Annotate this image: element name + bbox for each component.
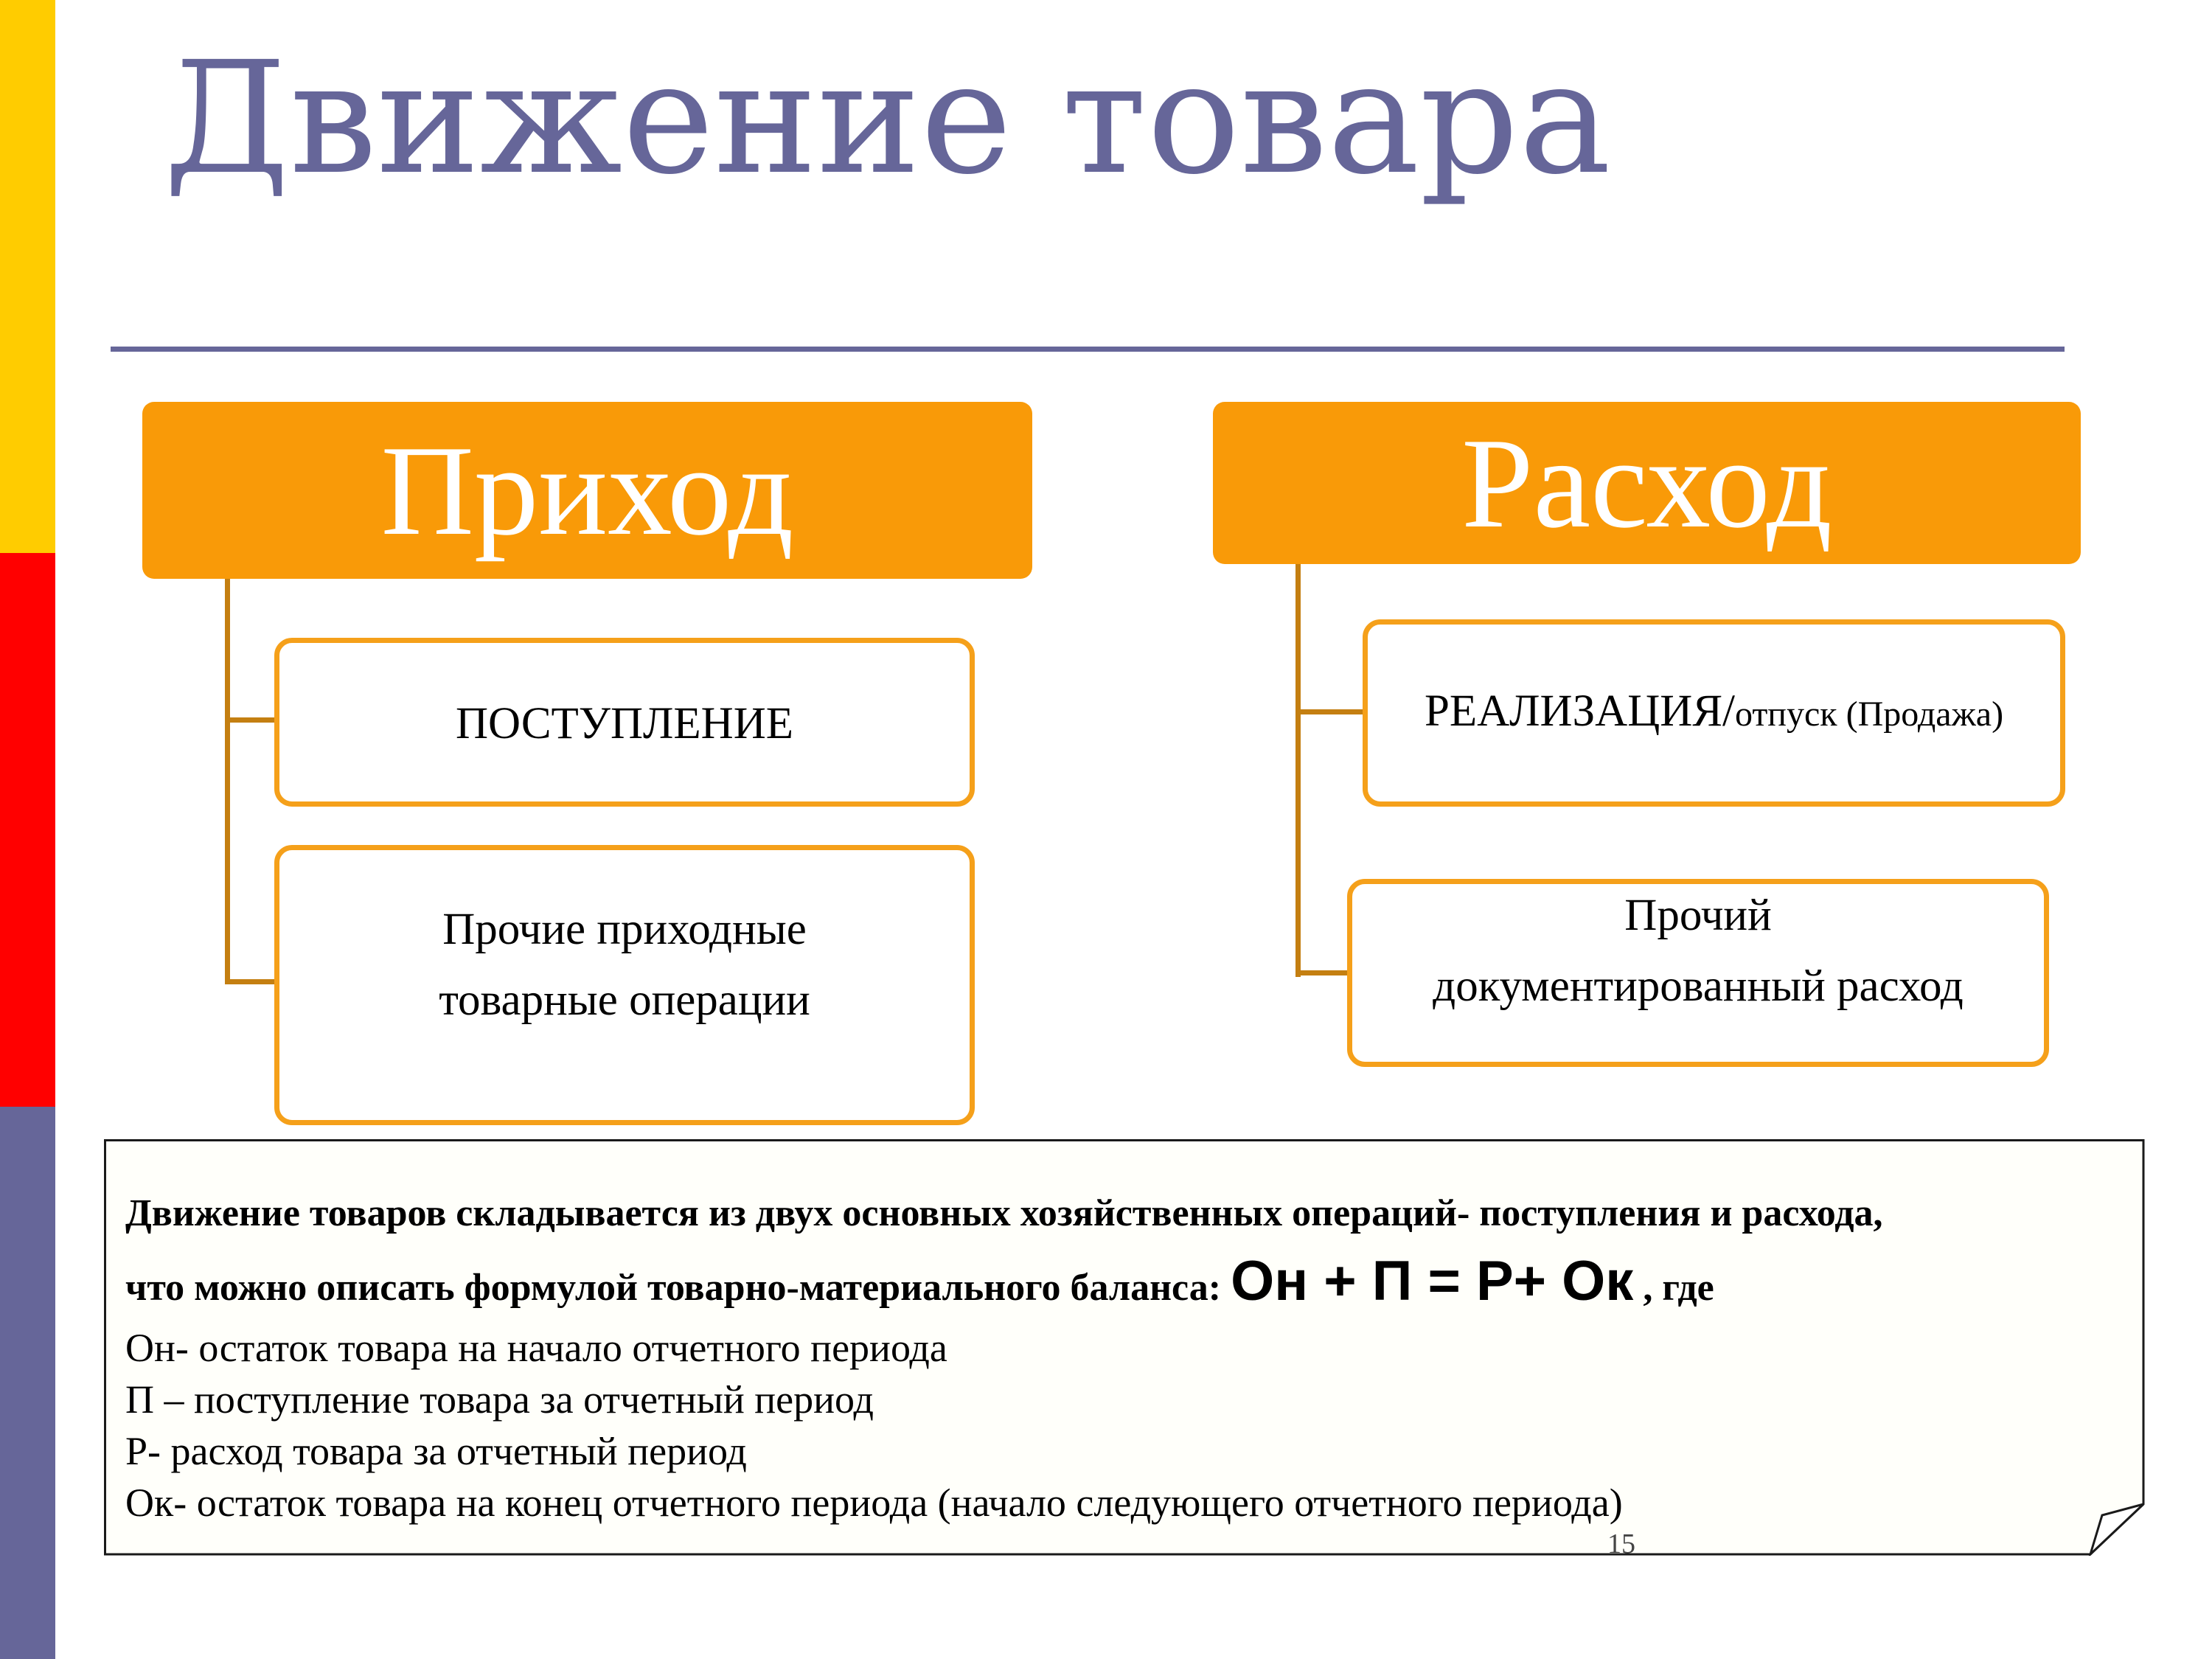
note-definition-receipt: П – поступление товара за отчетный период — [125, 1377, 874, 1422]
expense-connector-vertical — [1295, 564, 1301, 977]
page-number: 15 — [1607, 1528, 1635, 1559]
note-definition-closing: Ок- остаток товара на конец отчетного периода (начало следующего отчетного периода) — [125, 1481, 1623, 1525]
expense-header — [1213, 402, 2081, 564]
note-content — [125, 1180, 2131, 1528]
income-connector-vertical — [225, 579, 230, 984]
decor-bar-yellow — [0, 0, 55, 553]
income-item-receipt — [274, 638, 975, 807]
income-connector-branch-1 — [225, 717, 275, 723]
title-divider — [111, 347, 2065, 352]
expense-item-other — [1347, 879, 2049, 1067]
expense-header-label: Расход — [1461, 411, 1832, 554]
expense-item-sales-main: РЕАЛИЗАЦИЯ/ — [1424, 686, 1735, 736]
note-formula-intro: что можно описать формулой товарно-материального баланса: — [125, 1267, 1231, 1309]
income-item-other — [274, 845, 975, 1125]
decor-bar-red — [0, 553, 55, 1107]
income-item-other-line2: товарные операции — [439, 975, 810, 1025]
note-formula-suffix: , где — [1633, 1267, 1714, 1309]
note-bold-line-2 — [125, 1248, 2131, 1322]
income-header-label: Приход — [380, 418, 794, 562]
note-bold-line-1: Движение товаров складывается из двух основных хозяйственных операций- поступления и расхода, — [125, 1192, 1883, 1234]
income-connector-branch-2 — [225, 979, 275, 984]
expense-connector-branch-1 — [1295, 709, 1366, 714]
decor-bar-blue — [0, 1107, 55, 1659]
expense-item-other-line2: документированный расход — [1433, 961, 1964, 1011]
slide-title: Движение товара — [164, 28, 1612, 209]
note-formula: Он + П = Р+ Ок — [1231, 1250, 1634, 1312]
income-item-receipt-label: ПОСТУПЛЕНИЕ — [455, 699, 794, 748]
income-header — [142, 402, 1032, 579]
expense-connector-branch-2 — [1295, 970, 1351, 975]
expense-item-sales — [1363, 619, 2065, 807]
note-definition-opening: Он- остаток товара на начало отчетного периода — [125, 1326, 947, 1370]
income-item-other-line1: Прочие приходные — [442, 905, 807, 954]
expense-item-sales-text — [1368, 676, 2060, 750]
expense-item-other-line1: Прочий — [1624, 891, 1772, 940]
note-definition-expense: Р- расход товара за отчетный период — [125, 1429, 747, 1473]
expense-item-sales-detail: отпуск (Продажа) — [1734, 695, 2004, 734]
